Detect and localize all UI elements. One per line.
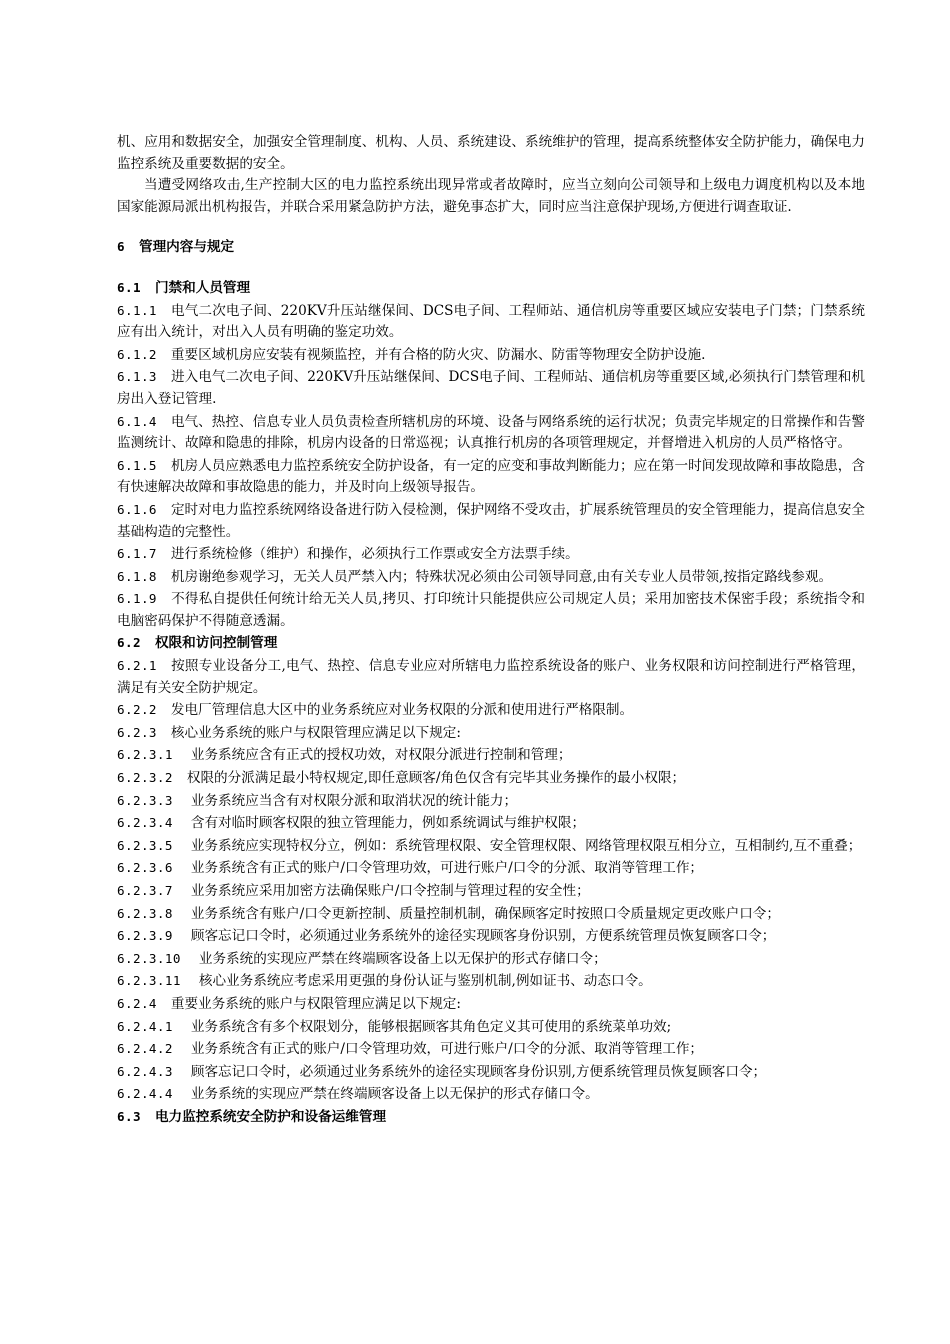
clause-6-2-3	[117, 722, 865, 745]
clause-number: 6.1.4	[117, 413, 157, 429]
clause-number: 6.2.4.3	[117, 1063, 173, 1079]
clause-text: 业务系统应含有正式的授权功效，对权限分派进行控制和管理；	[190, 747, 572, 764]
clause-number: 6.2.3.5	[117, 837, 173, 853]
section-number: 6.2	[117, 635, 141, 651]
clause-6-1-9	[117, 588, 865, 632]
clause-number: 6.2.4	[117, 995, 157, 1011]
clause-text: 含有对临时顾客权限的独立管理能力，例如系统调试与维护权限；	[190, 815, 586, 832]
clause-6-2-3-3	[117, 790, 865, 813]
document-page	[117, 132, 865, 1129]
clause-text: 业务系统含有多个权限划分，能够根据顾客其角色定义其可使用的系统菜单功效;	[190, 1018, 672, 1035]
clause-number: 6.1.6	[117, 501, 157, 517]
clause-6-2-3-7	[117, 880, 865, 903]
clause-text: 业务系统含有正式的账户/口令管理功效，可进行账户/口令的分派、取消等管理工作；	[190, 1041, 704, 1058]
clause-text: 业务系统含有账户/口令更新控制、质量控制机制，确保顾客定时按照口令质量规定更改账户口令；	[190, 905, 780, 922]
clause-6-1-5	[117, 455, 865, 499]
clause-6-1-8	[117, 566, 865, 589]
clause-text: 核心业务系统应考虑采用更强的身份认证与鉴别机制,例如证书、动态口令。	[198, 973, 652, 990]
section-heading-6-2	[117, 632, 865, 655]
clause-number: 6.2.3	[117, 724, 157, 740]
clause-number: 6.2.1	[117, 658, 157, 674]
clause-text: 顾客忘记口令时，必须通过业务系统外的途径实现顾客身份识别，方便系统管理员恢复顾客口令；	[190, 928, 776, 945]
chapter-number: 6	[117, 239, 125, 255]
clause-text: 不得私自提供任何统计给无关人员,拷贝、打印统计只能提供应公司规定人员；采用加密技术保密手段；系统指令和电脑密码保护不得随意透漏。	[117, 591, 865, 629]
clause-6-1-2	[117, 344, 865, 367]
clause-text: 机房谢绝参观学习，无关人员严禁入内；特殊状况必须由公司领导同意,由有关专业人员带领,按指定路线参观。	[170, 568, 833, 585]
section-heading-6-1	[117, 277, 865, 300]
clause-number: 6.2.3.3	[117, 792, 173, 808]
section-number: 6.1	[117, 279, 141, 295]
clause-number: 6.1.9	[117, 591, 157, 607]
clause-number: 6.2.3.2	[117, 770, 173, 786]
clause-number: 6.1.1	[117, 302, 157, 318]
clause-6-1-4	[117, 411, 865, 455]
clause-6-1-3	[117, 366, 865, 410]
clause-6-2-4-3	[117, 1061, 865, 1084]
clause-number: 6.1.2	[117, 346, 157, 362]
clause-6-2-4-4	[117, 1083, 865, 1106]
section-heading-6-3	[117, 1106, 865, 1129]
clause-6-2-4-1	[117, 1016, 865, 1039]
clause-6-2-4-2	[117, 1038, 865, 1061]
clause-number: 6.2.4.4	[117, 1086, 173, 1102]
clause-number: 6.1.7	[117, 546, 157, 562]
clause-text: 权限的分派满足最小特权规定,即任意顾客/角色仅含有完毕其业务操作的最小权限；	[186, 770, 686, 787]
clause-6-2-3-5	[117, 835, 865, 858]
clause-text: 顾客忘记口令时，必须通过业务系统外的途径实现顾客身份识别,方便系统管理员恢复顾客口令；	[190, 1063, 767, 1080]
intro-paragraph-1: 机、应用和数据安全，加强安全管理制度、机构、人员、系统建设、系统维护的管理，提高系统整体安全防护能力，确保电力监控系统及重要数据的安全。	[117, 134, 865, 172]
clause-text: 业务系统的实现应严禁在终端顾客设备上以无保护的形式存储口令。	[190, 1086, 599, 1103]
clause-number: 6.1.3	[117, 369, 157, 385]
chapter-heading	[117, 236, 865, 259]
clause-number: 6.2.3.4	[117, 815, 173, 831]
clause-6-2-2	[117, 699, 865, 722]
clause-text: 发电厂管理信息大区中的业务系统应对业务权限的分派和使用进行严格限制。	[170, 702, 634, 719]
clause-number: 6.2.3.8	[117, 905, 173, 921]
clause-text: 业务系统的实现应严禁在终端顾客设备上以无保护的形式存储口令；	[198, 950, 607, 967]
clause-6-2-1	[117, 655, 865, 699]
clause-text: 业务系统应当含有对权限分派和取消状况的统计能力；	[190, 792, 518, 809]
clause-text: 重要区域机房应安装有视频监控，并有合格的防火灾、防漏水、防雷等物理安全防护设施.	[170, 346, 706, 363]
clause-text: 进行系统检修（维护）和操作，必须执行工作票或安全方法票手续。	[170, 546, 579, 563]
clause-number: 6.2.3.9	[117, 928, 173, 944]
clause-text: 业务系统应实现特权分立，例如：系统管理权限、安全管理权限、网络管理权限互相分立，互相制约,互不重叠；	[190, 837, 862, 854]
clause-text: 核心业务系统的账户与权限管理应满足以下规定:	[170, 724, 461, 741]
chapter-title: 管理内容与规定	[138, 239, 235, 256]
clause-6-1-1	[117, 300, 865, 344]
section-title: 电力监控系统安全防护和设备运维管理	[154, 1108, 387, 1125]
clause-6-2-3-11	[117, 970, 865, 993]
clause-number: 6.1.8	[117, 568, 157, 584]
clause-text: 机房人员应熟悉电力监控系统安全防护设备，有一定的应变和事故判断能力；应在第一时间发现故障和事故隐患，含有快速解决故障和事故隐患的能力，并及时向上级领导报告。	[117, 457, 865, 496]
clause-number: 6.2.3.1	[117, 747, 173, 763]
clause-number: 6.2.3.6	[117, 860, 173, 876]
clause-text: 定时对电力监控系统网络设备进行防入侵检测，保护网络不受攻击，扩展系统管理员的安全管理能力，提高信息安全基础构造的完整性。	[117, 501, 865, 540]
section-title: 权限和访问控制管理	[154, 635, 278, 652]
clause-6-2-3-2	[117, 767, 865, 790]
clause-6-2-3-6	[117, 857, 865, 880]
intro-paragraph-2: 当遭受网络攻击,生产控制大区的电力监控系统出现异常或者故障时，应当立刻向公司领导和上级电力调度机构以及本地国家能源局派出机构报告，并联合采用紧急防护方法，避免事态扩大，同时应当注意保护现场,方便进行调查取证.	[117, 177, 865, 215]
clause-number: 6.2.2	[117, 702, 157, 718]
clause-number: 6.1.5	[117, 457, 157, 473]
clause-6-2-3-8	[117, 903, 865, 926]
clause-6-2-3-4	[117, 812, 865, 835]
clause-text: 电气、热控、信息专业人员负责检查所辖机房的环境、设备与网络系统的运行状况；负责完毕规定的日常操作和告警监测统计、故障和隐患的排除，机房内设备的日常巡视；认真推行机房的各项管理规定，并督增进入机房的人员严格恪守。	[117, 413, 865, 452]
clause-number: 6.2.4.2	[117, 1041, 173, 1057]
clause-number: 6.2.4.1	[117, 1018, 173, 1034]
clause-6-1-6	[117, 499, 865, 543]
clause-6-2-3-10	[117, 948, 865, 971]
clause-text: 按照专业设备分工,电气、热控、信息专业应对所辖电力监控系统设备的账户、业务权限和访问控制进行严格管理，满足有关安全防护规定。	[117, 658, 865, 696]
section-number: 6.3	[117, 1108, 141, 1124]
clause-6-2-3-9	[117, 925, 865, 948]
clause-text: 进入电气二次电子间、220KV升压站继保间、DCS电子间、工程师站、通信机房等重要区域,必须执行门禁管理和机房出入登记管理.	[117, 369, 865, 407]
clause-number: 6.2.3.11	[117, 973, 181, 989]
section-title: 门禁和人员管理	[154, 279, 251, 296]
clause-text: 电气二次电子间、220KV升压站继保间、DCS电子间、工程师站、通信机房等重要区域应安装电子门禁；门禁系统应有出入统计，对出入人员有明确的鉴定功效。	[117, 302, 865, 341]
clause-text: 业务系统含有正式的账户/口令管理功效，可进行账户/口令的分派、取消等管理工作；	[190, 860, 704, 877]
clause-text: 业务系统应采用加密方法确保账户/口令控制与管理过程的安全性；	[190, 883, 590, 899]
clause-6-2-4	[117, 993, 865, 1016]
clause-text: 重要业务系统的账户与权限管理应满足以下规定:	[170, 995, 461, 1012]
clause-6-2-3-1	[117, 744, 865, 767]
clause-6-1-7	[117, 543, 865, 566]
clause-number: 6.2.3.7	[117, 883, 173, 898]
clause-number: 6.2.3.10	[117, 950, 181, 966]
